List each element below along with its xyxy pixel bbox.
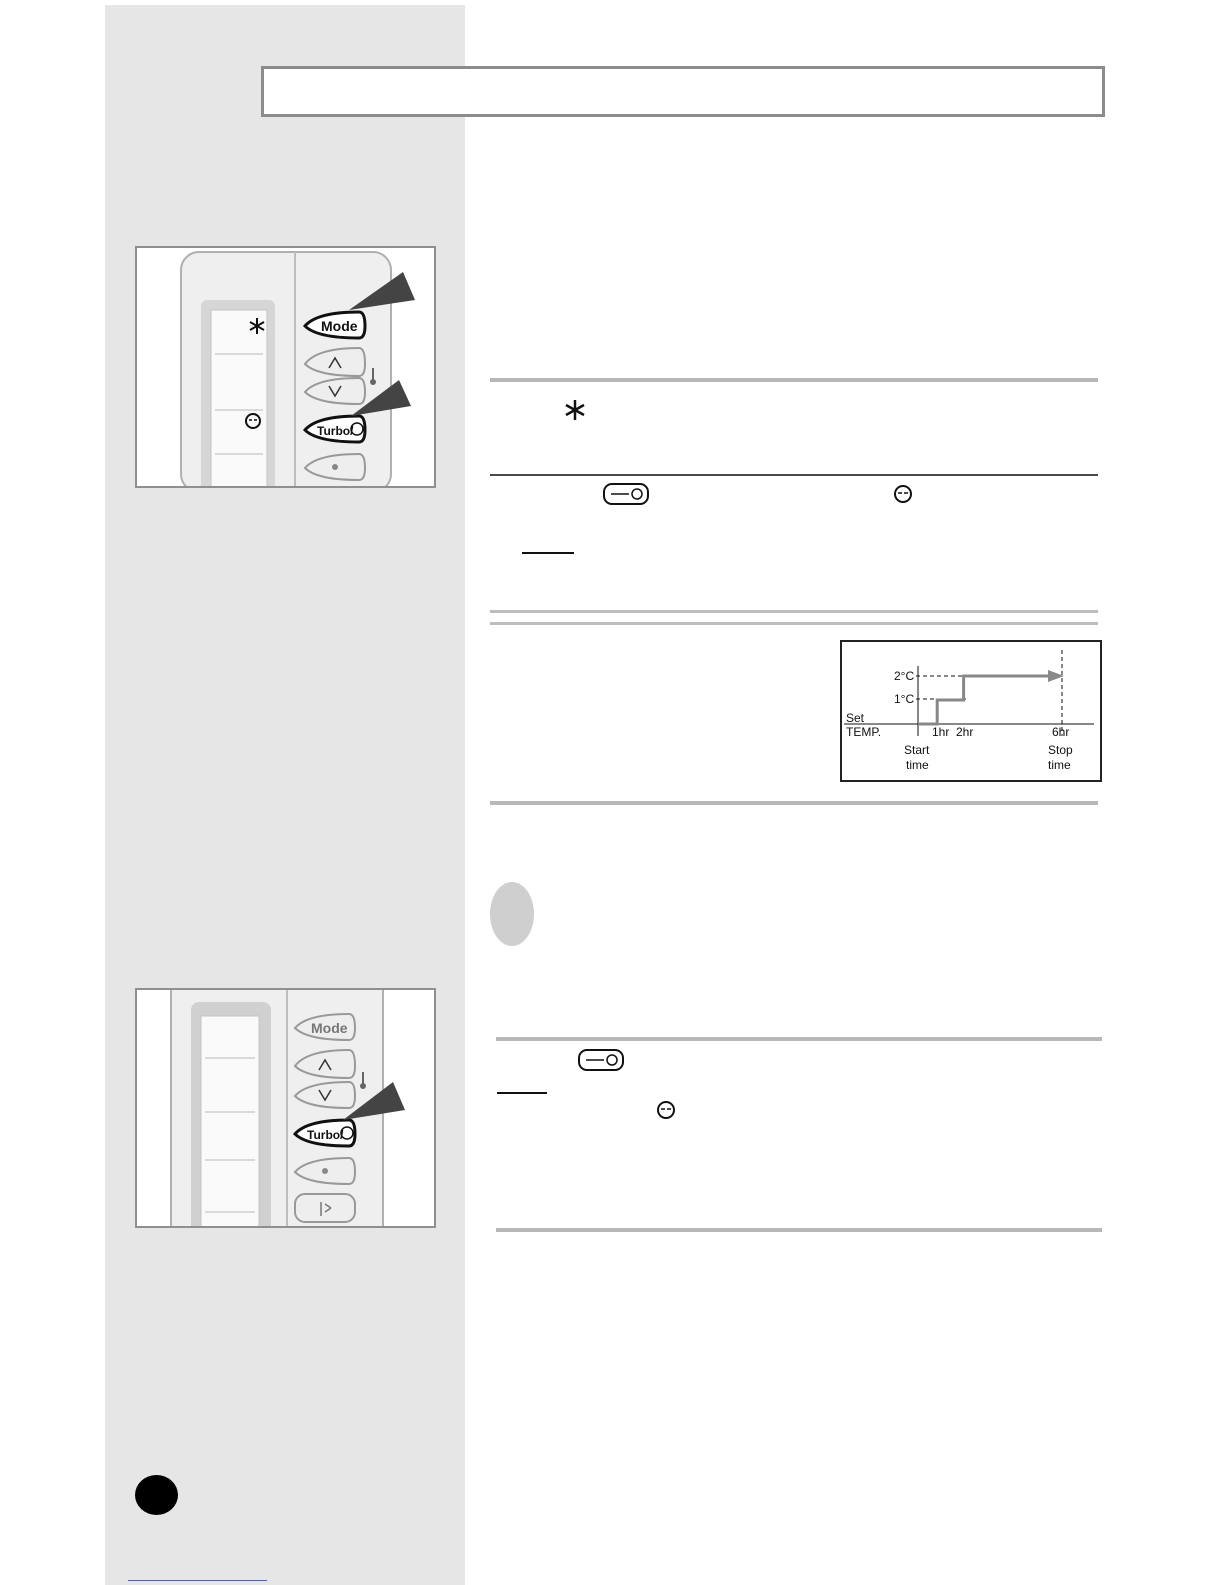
swing-button[interactable] [295,1194,355,1222]
sleep-face-icon [893,484,913,504]
section-rule [490,622,1098,625]
sleep-temperature-chart [840,640,1102,782]
section-rule [490,378,1098,382]
y-axis-label-set: Set [846,711,865,725]
fan-icon [332,464,338,470]
note-underline [522,552,574,554]
section-rule [496,1037,1102,1041]
remote-top-drawing [137,248,434,486]
page-number-marker [135,1475,178,1515]
turbo-label: Turbo/ [307,1128,344,1142]
start-time-label: time [906,758,929,772]
section-rule [490,610,1098,613]
section-rule [490,801,1098,805]
left-sidebar [105,5,465,1585]
start-label: Start [904,743,930,757]
tick-label-2hr: 2hr [956,725,974,739]
mode-label: Mode [321,318,358,334]
tick-label-2c: 2°C [894,669,915,683]
stop-label: Stop [1048,743,1073,757]
tick-label-1c: 1°C [894,692,915,706]
remote-illustration-bottom [135,988,436,1228]
section-rule [490,474,1098,476]
turbo-sleep-button-icon [578,1048,624,1072]
section-rule [496,1228,1102,1232]
stop-time-label: time [1048,758,1071,772]
note-underline [497,1092,547,1094]
step-circle [490,882,534,946]
page-title-box [261,66,1105,117]
fan-icon [322,1168,328,1174]
series-line [918,676,1050,724]
y-axis-label-temp: TEMP. [846,725,882,739]
remote-illustration-top [135,246,436,488]
turbo-sleep-button-icon [603,482,649,506]
tick-label-1hr: 1hr [932,725,950,739]
remote-bottom-drawing [137,990,434,1226]
turbo-label: Turbo/ [317,424,354,438]
chart-canvas [842,642,1100,780]
sleep-face-icon [656,1100,676,1120]
bottom-link-line [128,1580,267,1581]
snowflake-icon [563,398,587,422]
tick-label-6hr: 6hr [1052,725,1070,739]
mode-label: Mode [311,1020,348,1036]
